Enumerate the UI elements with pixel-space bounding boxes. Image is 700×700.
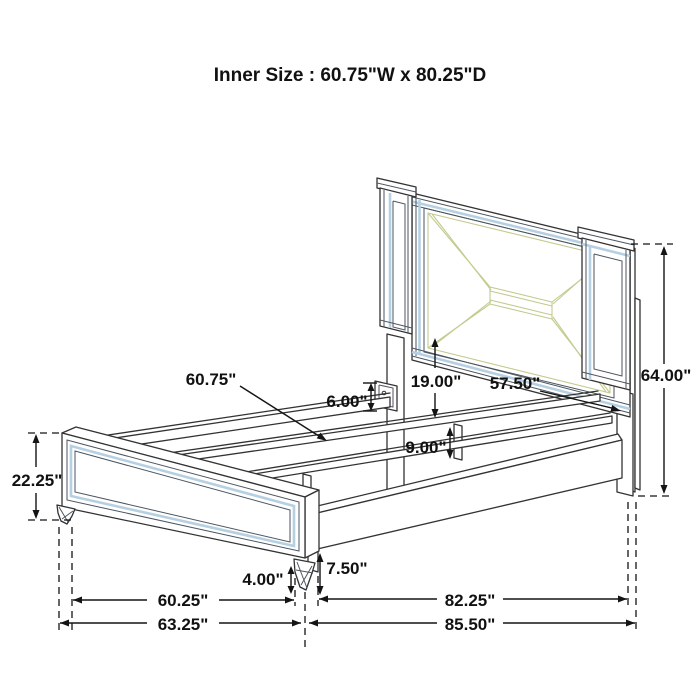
dim-footboard-overall-width-label: 63.25" xyxy=(157,615,209,634)
dim-headboard-width-label: 57.50" xyxy=(489,374,541,393)
dim-rail-clearance-label: 7.50" xyxy=(326,559,368,578)
dim-support-leg-label: 9.00" xyxy=(405,438,447,457)
diagram-title: Inner Size : 60.75"W x 80.25"D xyxy=(213,65,487,86)
dim-outlet-height-label: 6.00" xyxy=(326,392,368,411)
dim-headboard-clearance-label: 19.00" xyxy=(410,372,462,391)
dim-footboard-inner-width-label: 60.25" xyxy=(157,591,209,610)
dim-slat-width-label: 60.75" xyxy=(185,370,237,389)
dim-headboard-height-label: 64.00" xyxy=(640,366,692,385)
footboard-right-leg xyxy=(294,559,315,590)
headboard-left-wing xyxy=(377,178,416,334)
dim-footboard-height-label: 22.25" xyxy=(11,471,63,490)
dim-foot-leg-label: 4.00" xyxy=(242,570,284,589)
headboard-left-leg xyxy=(387,334,404,497)
footboard-left-leg xyxy=(57,505,75,524)
footboard xyxy=(57,427,319,590)
dim-overall-length-label: 85.50" xyxy=(444,615,496,634)
headboard-right-wing xyxy=(578,227,634,390)
dim-rail-length-label: 82.25" xyxy=(444,591,496,610)
